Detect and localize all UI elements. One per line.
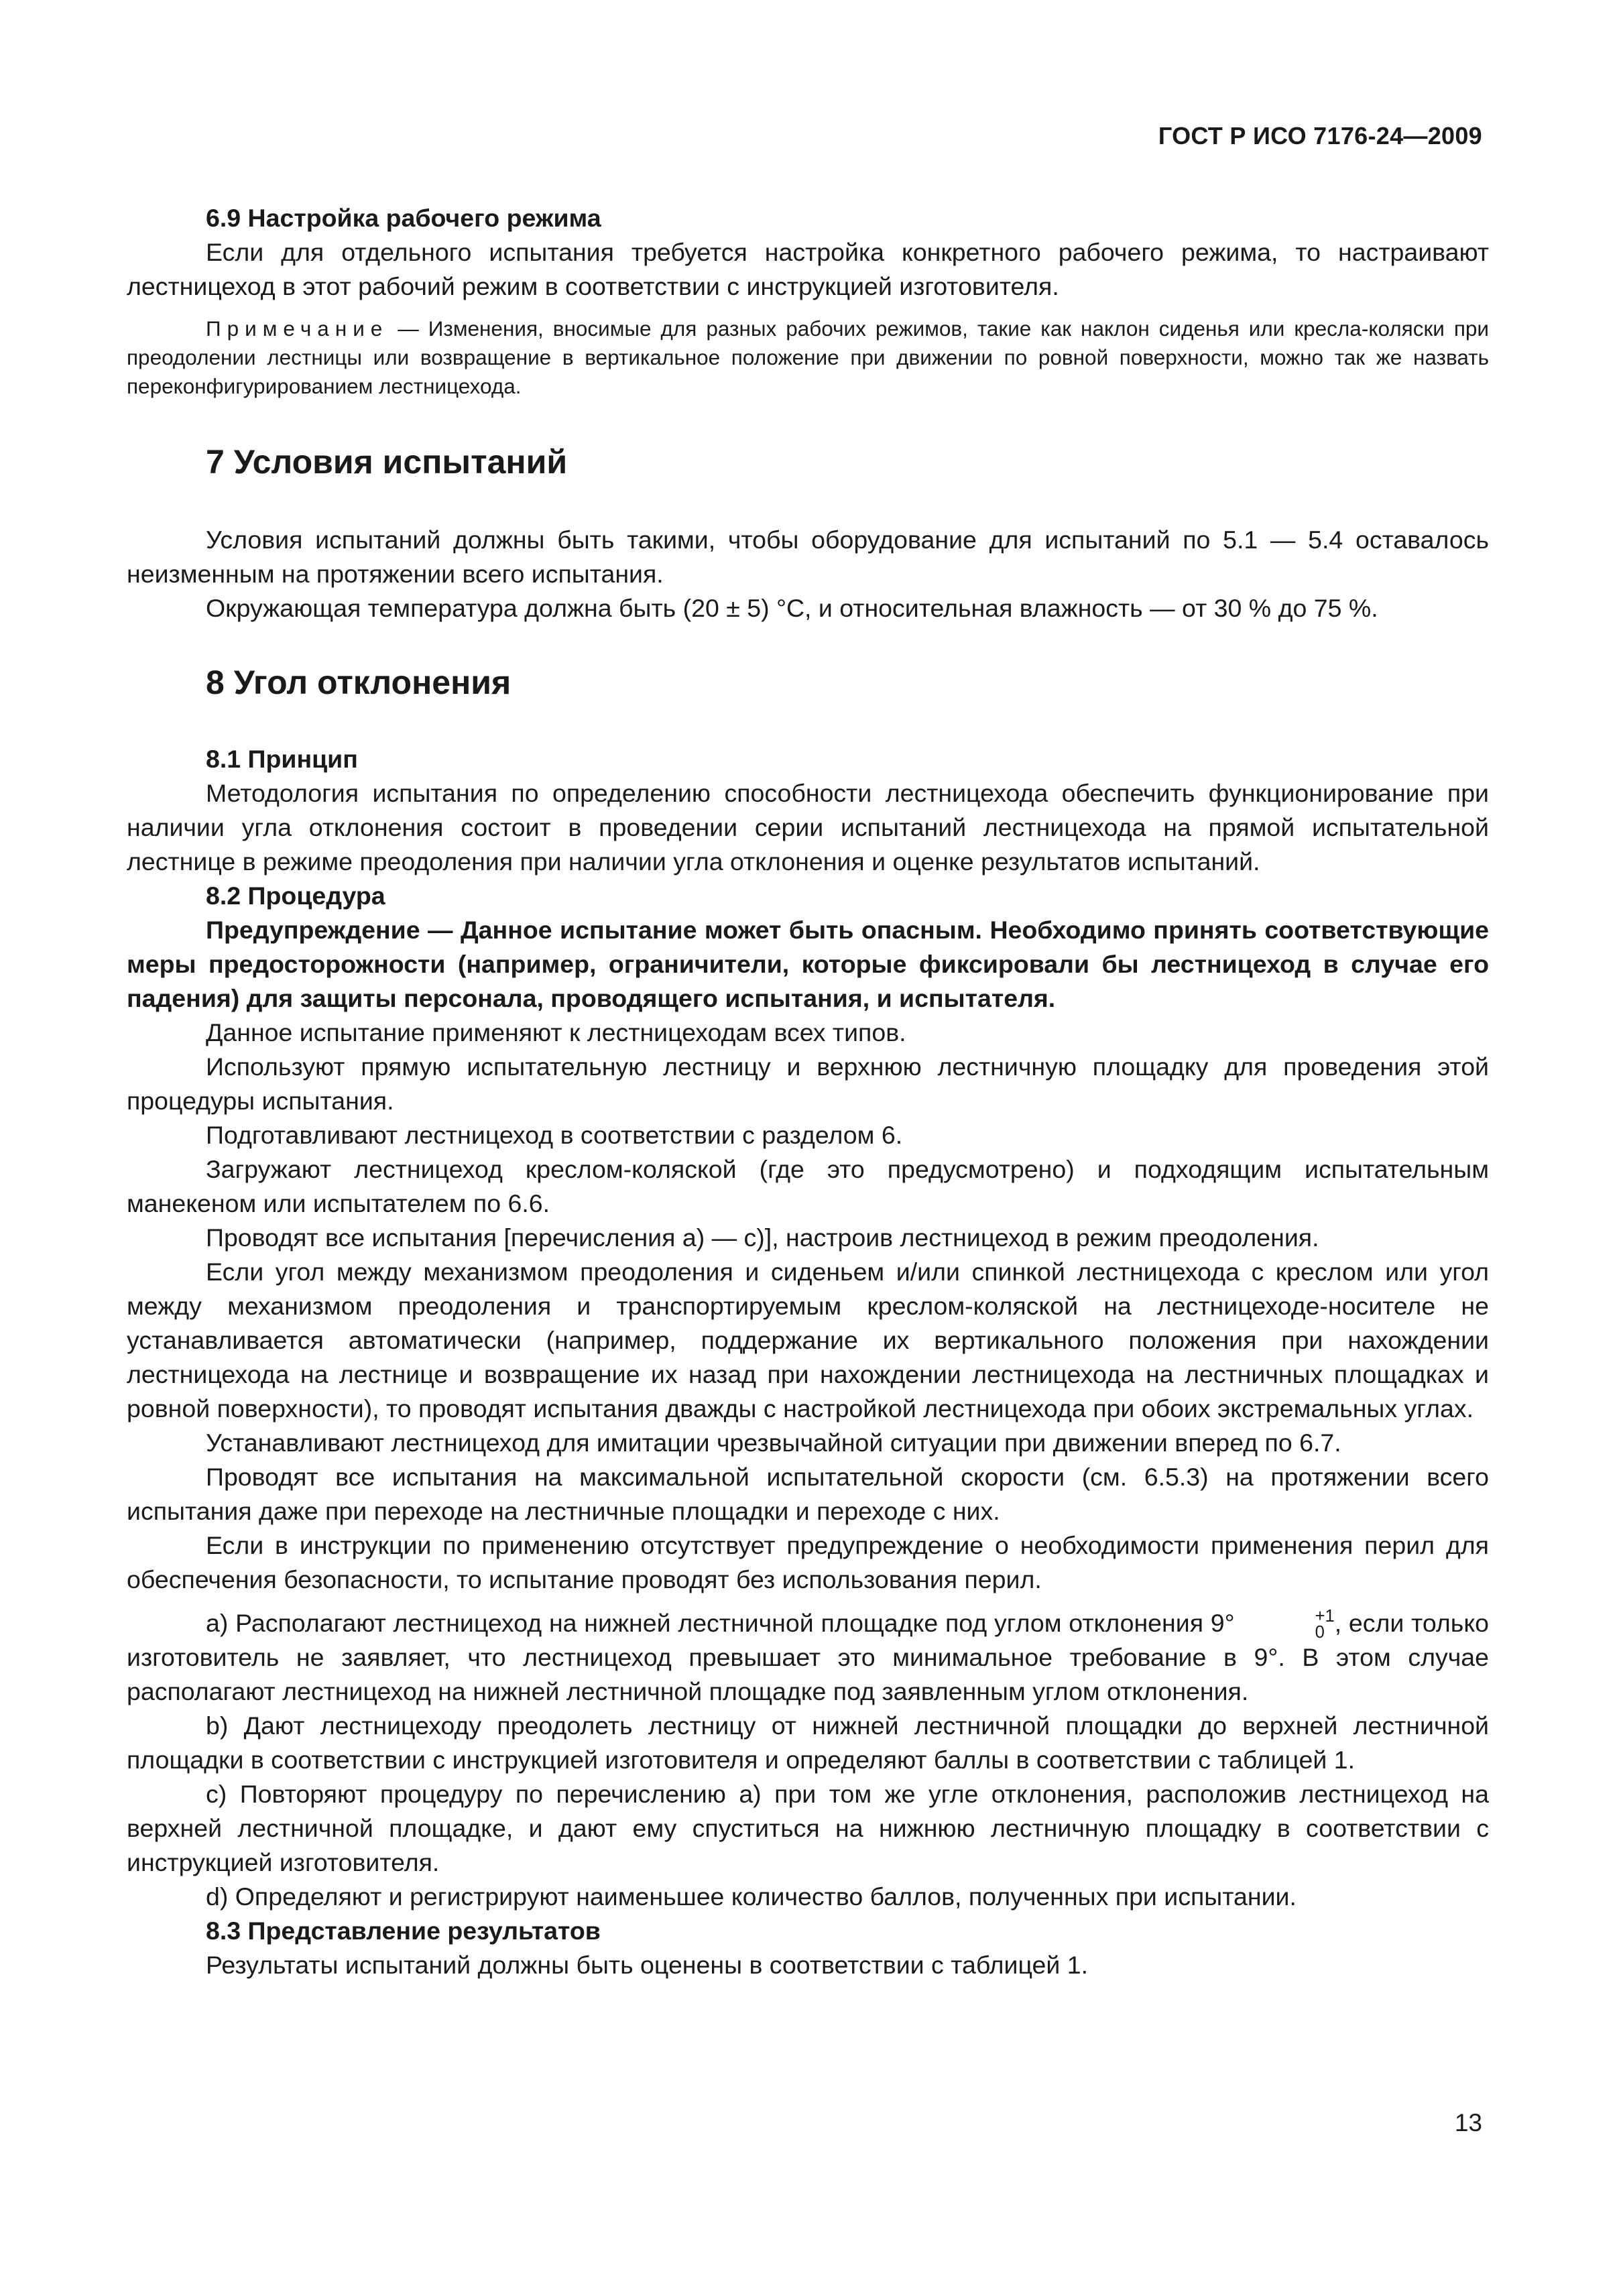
procedure-paragraph-9: Если в инструкции по применению отсутствует предупреждение о необходимости применения перил для обеспечения безопасности, то испытание проводят без использования перил. xyxy=(127,1531,1489,1593)
procedure-paragraph-1: Данное испытание применяют к лестницеходам всех типов. xyxy=(206,1018,906,1046)
standard-designation: ГОСТ Р ИСО 7176-24—2009 xyxy=(1158,122,1482,149)
page-number: 13 xyxy=(1454,2109,1482,2136)
procedure-paragraph-7: Устанавливают лестницеход для имитации чрезвычайной ситуации при движении вперед по 6.7. xyxy=(206,1429,1341,1457)
page-content xyxy=(127,201,1489,1982)
procedure-paragraph-4: Загружают лестницеход креслом-коляской (где это предусмотрено) и подходящим испытательным манекеном или испытателем по 6.6. xyxy=(127,1155,1489,1217)
note-text: — Изменения, вносимые для разных рабочих режимов, такие как наклон сиденья или кресла-коляски при преодолении лестницы или возвращение в вертикальное положение при движении по ровной поверхности, можно так же назвать переконфигурированием лестницехода. xyxy=(127,316,1489,398)
procedure-paragraph-2: Используют прямую испытательную лестницу и верхнюю лестничную площадку для проведения этой процедуры испытания. xyxy=(127,1052,1489,1115)
tolerance-notation xyxy=(1236,1608,1335,1640)
list-item-c: c) Повторяют процедуру по перечислению а) при том же угле отклонения, расположив лестницеход на верхней лестничной площадке, и дают ему спуститься на нижнюю лестничную площадку в соответствии с инструкцией изготовителя. xyxy=(127,1780,1489,1877)
list-item-a-text-start: a) Располагают лестницеход на нижней лестничной площадке под углом отклонения 9° xyxy=(206,1609,1235,1637)
procedure-paragraph-3: Подготавливают лестницеход в соответствии с разделом 6. xyxy=(206,1121,903,1149)
note-paragraph xyxy=(127,314,1489,401)
note-label: Примечание xyxy=(206,316,389,341)
subsection-8-2-heading: 8.2 Процедура xyxy=(206,882,385,910)
list-item-a xyxy=(127,1606,1489,1709)
procedure-paragraph-8: Проводят все испытания на максимальной испытательной скорости (см. 6.5.3) на протяжении всего испытания даже при переходе на лестничные площадки и переходе с них. xyxy=(127,1463,1489,1525)
list-item-a-text-end: , если только изготовитель не заявляет, что лестницеход превышает это минимальное требование в 9°. В этом случае располагают лестницеход на нижней лестничной площадке под заявленным углом отклонения. xyxy=(127,1609,1490,1706)
tolerance-upper: +1 xyxy=(1315,1606,1335,1626)
tolerance-lower: 0 xyxy=(1315,1622,1325,1642)
subsection-8-1-paragraph: Методология испытания по определению способности лестницехода обеспечить функционирование при наличии угла отклонения состоит в проведении серии испытаний лестницехода на прямой испытательной лестнице в режиме преодоления при наличии угла отклонения и оценке результатов испытаний. xyxy=(127,779,1489,875)
procedure-paragraph-5: Проводят все испытания [перечисления а) — с)], настроив лестницеход в режим преодоления. xyxy=(206,1223,1319,1252)
procedure-paragraph-6: Если угол между механизмом преодоления и сиденьем и/или спинкой лестницехода с креслом или угол между механизмом преодоления и транспортируемым креслом-коляской на лестницеходе-носителе не устанавливается автоматически (например, поддержание их вертикального положения при нахождении лестницехода на лестнице и возвращение их назад при нахождении лестницехода на лестничных площадках и ровной поверхности), то проводят испытания дважды с настройкой лестницехода при обоих экстремальных углах. xyxy=(127,1258,1489,1423)
list-item-b: b) Дают лестницеходу преодолеть лестницу от нижней лестничной площадки до верхней лестничной площадки в соответствии с инструкцией изготовителя и определяют баллы в соответствии с таблицей 1. xyxy=(127,1711,1489,1774)
subsection-6-9-heading: 6.9 Настройка рабочего режима xyxy=(206,204,601,232)
subsection-8-3-paragraph: Результаты испытаний должны быть оценены в соответствии с таблицей 1. xyxy=(206,1951,1088,1980)
list-item-d: d) Определяют и регистрируют наименьшее количество баллов, полученных при испытании. xyxy=(206,1882,1297,1911)
section-7-paragraph-1: Условия испытаний должны быть такими, чтобы оборудование для испытаний по 5.1 — 5.4 оставалось неизменным на протяжении всего испытания. xyxy=(127,526,1489,588)
section-7-paragraph-2: Окружающая температура должна быть (20 ± 5) °С, и относительная влажность — от 30 % до 75 %. xyxy=(206,594,1378,622)
subsection-6-9-paragraph: Если для отдельного испытания требуется настройка конкретного рабочего режима, то настраивают лестницеход в этот рабочий режим в соответствии с инструкцией изготовителя. xyxy=(127,238,1489,300)
subsection-8-3-heading: 8.3 Представление результатов xyxy=(206,1917,601,1945)
subsection-8-1-heading: 8.1 Принцип xyxy=(206,745,358,773)
warning-paragraph: Предупреждение — Данное испытание может быть опасным. Необходимо принять соответствующие меры предосторожности (например, ограничители, которые фиксировали бы лестницеход в случае его падения) для защиты персонала, проводящего испытания, и испытателя. xyxy=(127,916,1489,1012)
section-8-heading: 8 Угол отклонения xyxy=(206,664,512,701)
section-7-heading: 7 Условия испытаний xyxy=(206,443,568,481)
